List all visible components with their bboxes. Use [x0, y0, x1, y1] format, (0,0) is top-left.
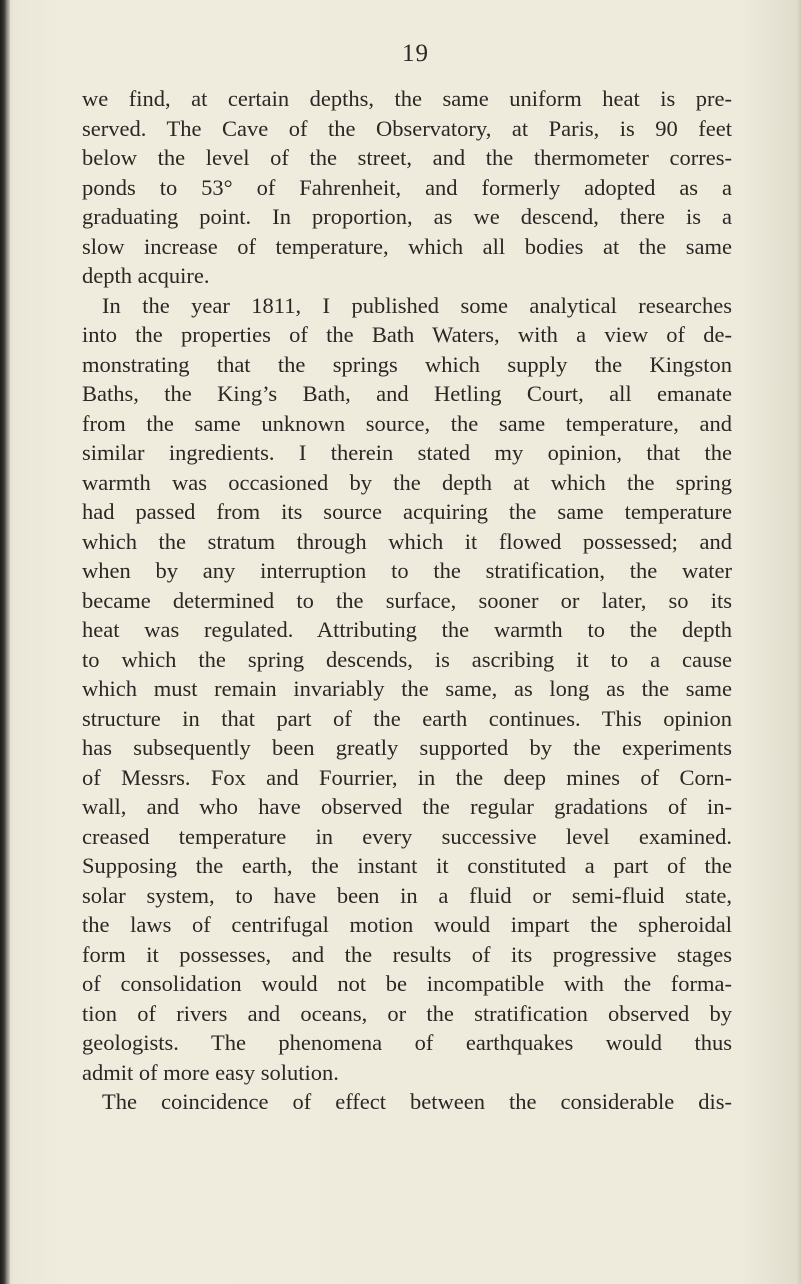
text-line: admit of more easy solution. — [82, 1059, 339, 1085]
text-line: In the year 1811, I published some analytical researches — [102, 292, 732, 318]
text-line: which must remain invariably the same, as long as the same — [82, 676, 732, 701]
text-line: warmth was occasioned by the depth at which the spring — [82, 469, 732, 495]
text-line: became determined to the surface, sooner or later, so its — [82, 587, 732, 613]
text-line: Baths, the King’s Bath, and Hetling Court, all emanate — [82, 381, 732, 406]
page-number: 19 — [402, 40, 429, 67]
text-line: which the stratum through which it flowed possessed; and — [82, 528, 732, 554]
text-line: heat was regulated. Attributing the warmth to the depth — [82, 617, 732, 642]
text-line: wall, and who have observed the regular gradations of in- — [82, 794, 732, 819]
text-line: monstrating that the springs which supply the Kingston — [82, 351, 732, 377]
text-line: served. The Cave of the Observatory, at Paris, is 90 feet — [82, 115, 732, 141]
text-line: from the same unknown source, the same temperature, and — [82, 410, 732, 436]
page-binding-edge — [0, 0, 10, 1284]
text-line: to which the spring descends, is ascribing it to a cause — [82, 646, 732, 672]
text-line: geologists. The phenomena of earthquakes would thus — [82, 1030, 732, 1055]
text-line: of Messrs. Fox and Fourrier, in the deep mines of Corn- — [82, 764, 732, 790]
text-line: slow increase of temperature, which all bodies at the same — [82, 233, 732, 259]
text-line: creased temperature in every successive level examined. — [82, 823, 732, 849]
text-line: tion of rivers and oceans, or the stratification observed by — [82, 1000, 732, 1026]
text-line: The coincidence of effect between the considerable dis- — [102, 1089, 732, 1114]
text-line: below the level of the street, and the thermometer corres- — [82, 145, 732, 170]
text-line: had passed from its source acquiring the same temperature — [82, 499, 732, 524]
text-line: depth acquire. — [82, 263, 210, 288]
text-line: solar system, to have been in a fluid or semi-fluid state, — [82, 882, 732, 908]
text-line: has subsequently been greatly supported by the experiments — [82, 735, 732, 760]
text-line: we find, at certain depths, the same uniform heat is pre- — [82, 86, 732, 111]
body-text — [82, 84, 732, 1117]
text-line: form it possesses, and the results of its progressive stages — [82, 941, 732, 967]
text-line: of consolidation would not be incompatible with the forma- — [82, 971, 732, 996]
text-line: into the properties of the Bath Waters, with a view of de- — [82, 322, 732, 347]
page-right-edge — [795, 0, 801, 1284]
text-line: graduating point. In proportion, as we descend, there is a — [82, 204, 732, 229]
text-line: similar ingredients. I therein stated my opinion, that the — [82, 440, 732, 465]
text-line: Supposing the earth, the instant it constituted a part of the — [82, 853, 732, 878]
text-line: the laws of centrifugal motion would impart the spheroidal — [82, 912, 732, 937]
text-line: when by any interruption to the stratification, the water — [82, 558, 732, 583]
text-line: ponds to 53° of Fahrenheit, and formerly adopted as a — [82, 174, 732, 200]
text-line: structure in that part of the earth continues. This opinion — [82, 705, 732, 731]
